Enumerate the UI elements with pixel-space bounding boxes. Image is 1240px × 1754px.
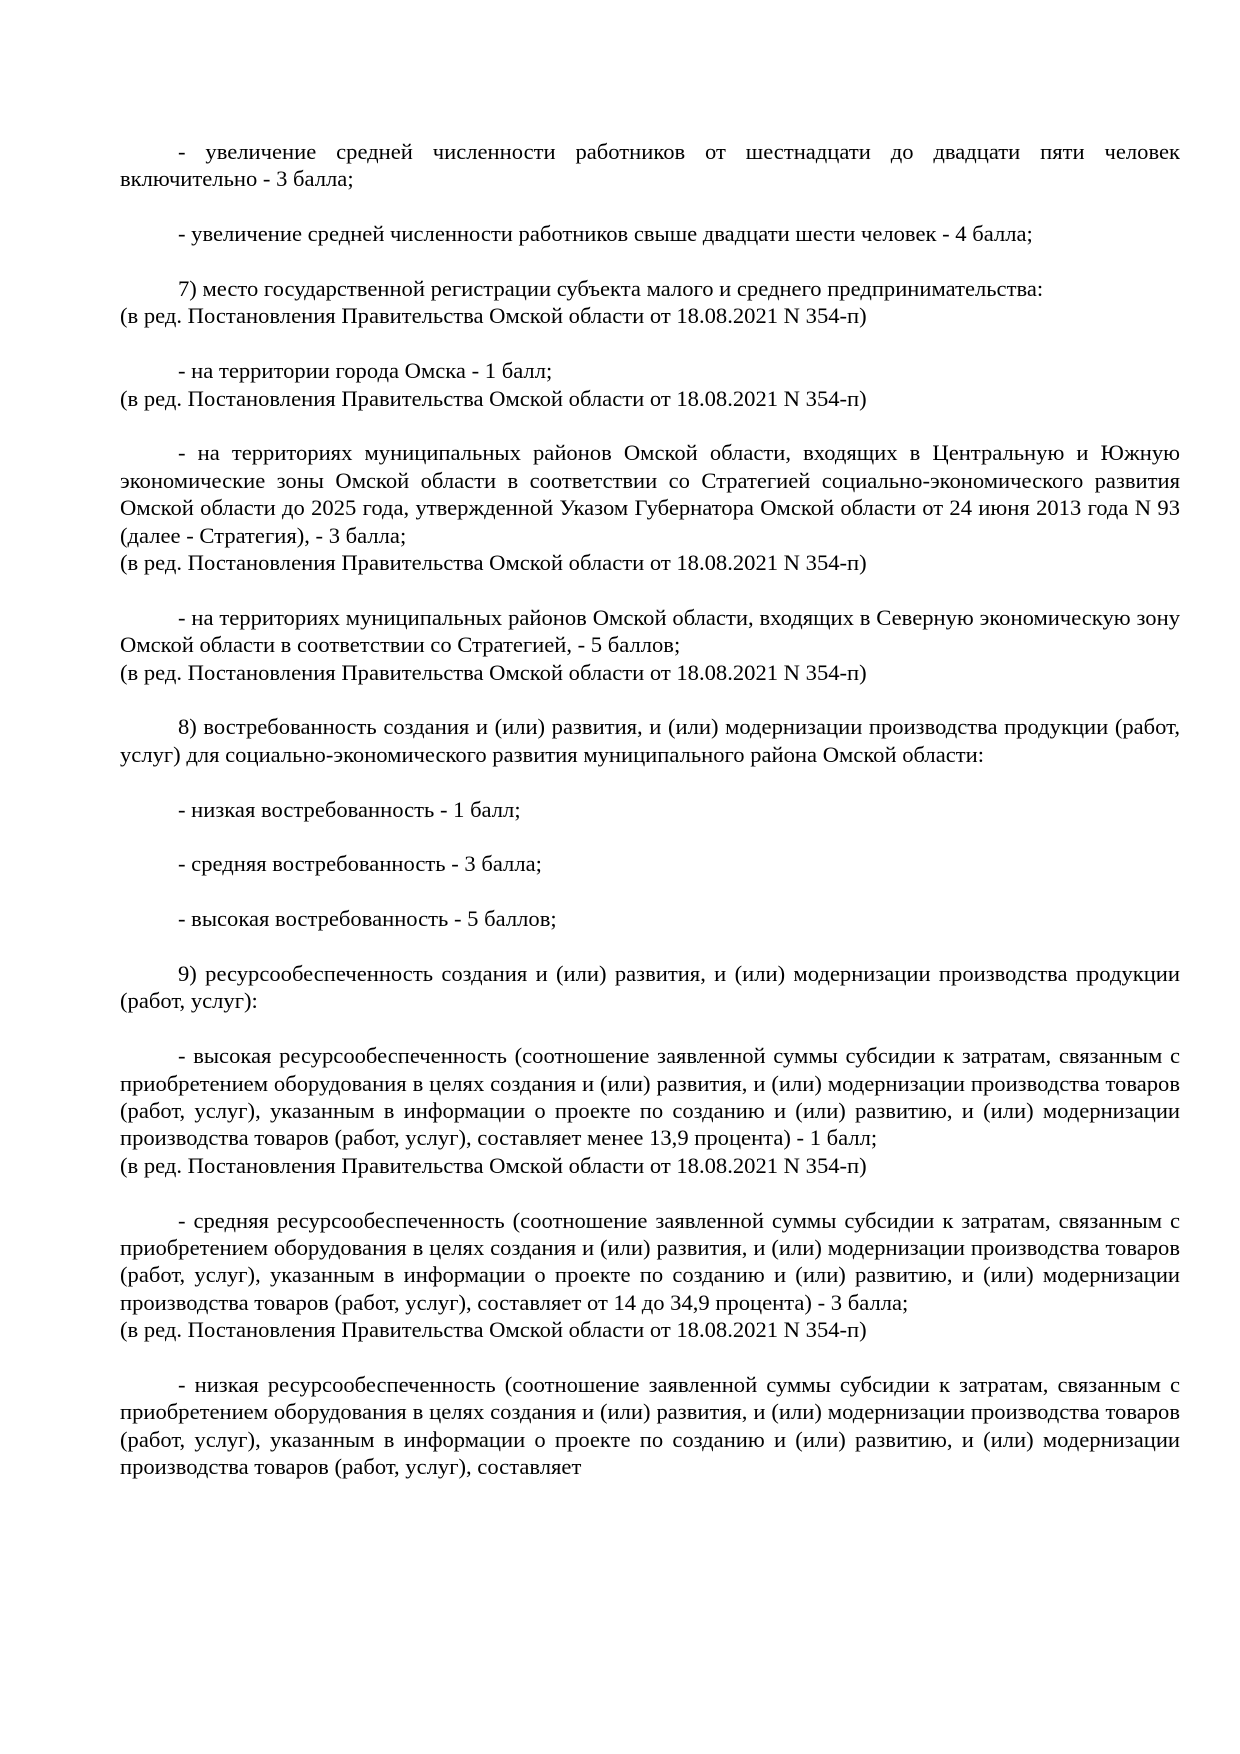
paragraph: [120, 1042, 1180, 1179]
paragraph-text: - средняя востребованность - 3 балла;: [178, 851, 542, 877]
paragraph: [120, 220, 1180, 247]
amendment-note: (в ред. Постановления Правительства Омской области от 18.08.2021 N 354-п): [120, 659, 867, 685]
paragraph-text: 8) востребованность создания и (или) развития, и (или) модернизации производства продукции (работ, услуг) для социально-экономического развития муниципального района Омской области:: [120, 714, 1180, 767]
amendment-note: (в ред. Постановления Правительства Омской области от 18.08.2021 N 354-п): [120, 385, 867, 411]
paragraph: [120, 604, 1180, 686]
paragraph: [120, 439, 1180, 576]
paragraph-text: - высокая ресурсообеспеченность (соотношение заявленной суммы субсидии к затратам, связанным с приобретением оборудования в целях создания и (или) развития, и (или) модернизации производства товаров (работ, услуг), указанным в информации о проекте по созданию и (или) развитию, и (или) модернизации производства товаров (работ, услуг), составляет менее 13,9 процента) - 1 балл;: [120, 1043, 1180, 1151]
paragraph-text: 9) ресурсообеспеченность создания и (или) развития, и (или) модернизации производства продукции (работ, услуг):: [120, 961, 1180, 1014]
paragraph: [120, 138, 1180, 193]
paragraph-text: - на территории города Омска - 1 балл;: [178, 358, 553, 384]
paragraph-text: 7) место государственной регистрации субъекта малого и среднего предпринимательства:: [178, 276, 1044, 301]
paragraph: [120, 713, 1180, 768]
paragraph: [120, 850, 1180, 877]
amendment-note: (в ред. Постановления Правительства Омской области от 18.08.2021 N 354-п): [120, 550, 867, 576]
paragraph-text: - низкая ресурсообеспеченность (соотношение заявленной суммы субсидии к затратам, связанным с приобретением оборудования в целях создания и (или) развития, и (или) модернизации производства товаров (работ, услуг), указанным в информации о проекте по созданию и (или) развитию, и (или) модернизации производства товаров (работ, услуг), составляет: [120, 1372, 1180, 1480]
paragraph: [120, 1207, 1180, 1344]
paragraph-text: - увеличение средней численности работников от шестнадцати до двадцати пяти человек включительно - 3 балла;: [120, 139, 1180, 192]
amendment-note: (в ред. Постановления Правительства Омской области от 18.08.2021 N 354-п): [120, 1152, 867, 1178]
paragraph-text: - увеличение средней численности работников свыше двадцати шести человек - 4 балла;: [178, 221, 1033, 247]
paragraph-text: - высокая востребованность - 5 баллов;: [178, 906, 557, 932]
paragraph-text: - на территориях муниципальных районов Омской области, входящих в Центральную и Южную экономические зоны Омской области в соответствии со Стратегией социально-экономического развития Омской области до 2025 года, утвержденной Указом Губернатора Омской области от 24 июня 2013 года N 93 (далее - Стратегия), - 3 балла;: [120, 440, 1180, 548]
document-page: [120, 138, 1180, 1508]
paragraph: [120, 960, 1180, 1015]
paragraph: [120, 275, 1180, 330]
paragraph: [120, 357, 1180, 412]
paragraph: [120, 905, 1180, 932]
paragraph: [120, 796, 1180, 823]
amendment-note: (в ред. Постановления Правительства Омской области от 18.08.2021 N 354-п): [120, 303, 867, 329]
paragraph-text: - средняя ресурсообеспеченность (соотношение заявленной суммы субсидии к затратам, связанным с приобретением оборудования в целях создания и (или) развития, и (или) модернизации производства товаров (работ, услуг), указанным в информации о проекте по созданию и (или) развитию, и (или) модернизации производства товаров (работ, услуг), составляет от 14 до 34,9 процента) - 3 балла;: [120, 1207, 1180, 1315]
amendment-note: (в ред. Постановления Правительства Омской области от 18.08.2021 N 354-п): [120, 1317, 867, 1343]
paragraph-text: - на территориях муниципальных районов Омской области, входящих в Северную экономическую зону Омской области в соответствии со Стратегией, - 5 баллов;: [120, 604, 1180, 658]
paragraph-text: - низкая востребованность - 1 балл;: [178, 796, 521, 822]
paragraph: [120, 1371, 1180, 1481]
